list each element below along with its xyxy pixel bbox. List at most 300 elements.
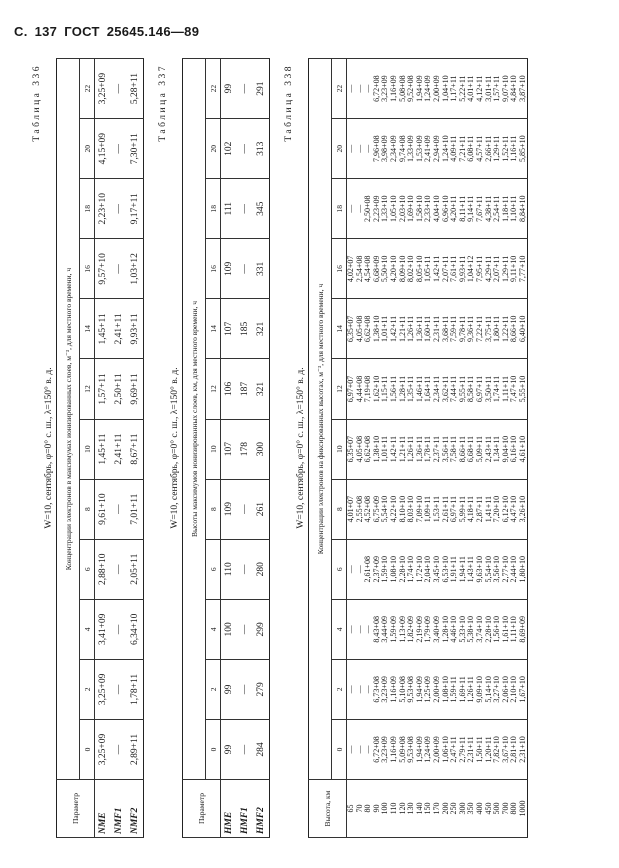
data-cell: 3,01+11 — [485, 59, 494, 119]
data-cell: 178 — [237, 419, 253, 479]
data-cell: 109 — [221, 239, 238, 299]
hour-header: 8 — [332, 479, 347, 539]
height-value: 150 — [424, 780, 433, 838]
data-cell: 4,61+10 — [519, 419, 528, 479]
data-cell: — — [364, 119, 373, 179]
data-cell: 9,63+10 — [476, 539, 485, 599]
data-cell: — — [356, 719, 365, 779]
data-cell: 6,75+09 — [373, 479, 382, 539]
data-cell: 9,74+08 — [399, 119, 408, 179]
data-cell: 7,01+11 — [127, 479, 144, 539]
data-cell: 3,23+09 — [381, 59, 390, 119]
data-cell: 1,26+11 — [407, 419, 416, 479]
hour-header: 2 — [332, 659, 347, 719]
data-cell: 2,94+09 — [433, 119, 442, 179]
data-cell: — — [111, 659, 127, 719]
data-cell: 9,53+08 — [407, 719, 416, 779]
data-cell: 7,67+11 — [476, 179, 485, 239]
data-cell: 1,16+09 — [390, 59, 399, 119]
data-cell: 3,68+11 — [442, 299, 451, 359]
height-value: 250 — [450, 780, 459, 838]
hour-header: 0 — [206, 719, 221, 779]
data-cell: 2,41+11 — [111, 419, 127, 479]
data-cell: 1,82+09 — [407, 599, 416, 659]
hour-header: 10 — [206, 419, 221, 479]
data-cell: 1,21+11 — [399, 299, 408, 359]
parameter-name: NMF2 — [127, 780, 144, 838]
data-cell: 2,50+11 — [111, 359, 127, 419]
height-value: 500 — [493, 780, 502, 838]
parameter-name: NME — [95, 780, 112, 838]
data-cell: 3,25+09 — [95, 59, 112, 119]
data-cell: 4,47+10 — [510, 479, 519, 539]
data-cell: 4,09+11 — [450, 119, 459, 179]
data-cell: 1,72+10 — [416, 539, 425, 599]
data-cell: 1,45+11 — [95, 419, 112, 479]
height-value: 300 — [459, 780, 468, 838]
data-cell: 7,20+10 — [493, 479, 502, 539]
data-cell: 2,41+11 — [111, 299, 127, 359]
table-caption: Таблица 337 — [158, 64, 168, 142]
data-cell: 9,61+10 — [95, 479, 112, 539]
data-cell: 2,00+09 — [433, 719, 442, 779]
data-cell: 4,22+10 — [390, 479, 399, 539]
data-cell: 2,28+10 — [399, 539, 408, 599]
data-cell: 1,74+10 — [407, 539, 416, 599]
data-cell: 2,19+09 — [416, 599, 425, 659]
data-cell: — — [237, 239, 253, 299]
data-cell: 2,43+11 — [485, 419, 494, 479]
data-cell: 5,09+08 — [399, 719, 408, 779]
data-cell: 5,50+10 — [381, 239, 390, 299]
hour-header: 0 — [80, 719, 95, 779]
data-cell: 1,69+10 — [407, 179, 416, 239]
data-cell: 2,23+09 — [373, 179, 382, 239]
table-row — [237, 59, 253, 838]
data-cell: 7,30+11 — [127, 119, 144, 179]
height-value: 120 — [399, 780, 408, 838]
data-cell: 5,28+11 — [127, 59, 144, 119]
data-cell: 1,33+10 — [381, 179, 390, 239]
data-cell: 1,56+10 — [493, 599, 502, 659]
data-cell: 2,37+09 — [373, 539, 382, 599]
data-cell: 2,31+11 — [433, 299, 442, 359]
data-cell: 2,81+10 — [510, 719, 519, 779]
data-cell: 1,17+11 — [450, 59, 459, 119]
hour-header: 14 — [332, 299, 347, 359]
height-value: 400 — [476, 780, 485, 838]
data-cell: 7,47+10 — [510, 359, 519, 419]
data-cell: 2,79+11 — [459, 719, 468, 779]
data-cell: 1,69+11 — [459, 659, 468, 719]
data-cell: — — [237, 659, 253, 719]
data-cell: 6,53+10 — [442, 539, 451, 599]
data-cell: 1,33+09 — [407, 119, 416, 179]
hour-header: 10 — [332, 419, 347, 479]
hour-header: 10 — [80, 419, 95, 479]
data-cell: 3,40+09 — [433, 599, 442, 659]
data-cell: 2,87+11 — [476, 479, 485, 539]
hour-header: 14 — [80, 299, 95, 359]
data-cell: 1,59+10 — [381, 539, 390, 599]
data-cell: 3,44+09 — [381, 599, 390, 659]
data-cell: 8,84+10 — [519, 179, 528, 239]
data-cell: 2,89+11 — [127, 719, 144, 779]
data-cell: 6,97+11 — [450, 479, 459, 539]
data-cell: 2,04+10 — [424, 539, 433, 599]
data-cell: 4,84+10 — [510, 59, 519, 119]
data-cell: 1,42+11 — [390, 299, 399, 359]
data-cell: 1,01+11 — [381, 299, 390, 359]
table-caption: Таблица 338 — [284, 64, 294, 142]
data-cell: 1,62+10 — [373, 359, 382, 419]
data-cell: 7,82+10 — [493, 719, 502, 779]
hour-header: 2 — [80, 659, 95, 719]
data-cell: 7,58+11 — [450, 419, 459, 479]
data-cell: 2,61+11 — [442, 479, 451, 539]
data-cell: — — [356, 119, 365, 179]
table-row — [127, 59, 144, 838]
data-cell: 2,00+09 — [433, 659, 442, 719]
hour-header: 18 — [332, 179, 347, 239]
data-cell: 6,72+08 — [373, 59, 382, 119]
data-cell: 1,29+11 — [502, 239, 511, 299]
data-cell: 1,34+11 — [493, 419, 502, 479]
table-description: Высоты максимумов ионизированных слоев, км, для местного времени, ч — [183, 59, 206, 780]
data-cell: 2,07+11 — [493, 239, 502, 299]
data-cell: 5,99+11 — [459, 479, 468, 539]
data-cell: 8,43+08 — [373, 599, 382, 659]
data-cell: 1,10+11 — [510, 179, 519, 239]
data-cell: 6,12+10 — [502, 479, 511, 539]
data-cell: — — [364, 719, 373, 779]
data-cell: 5,33+10 — [459, 599, 468, 659]
height-value: 700 — [502, 780, 511, 838]
data-cell: 1,06+10 — [442, 719, 451, 779]
page-header — [14, 24, 206, 39]
data-cell: 3,75+11 — [485, 299, 494, 359]
height-value: 200 — [442, 780, 451, 838]
data-cell: 3,67+10 — [502, 719, 511, 779]
data-cell: 2,31+10 — [519, 719, 528, 779]
data-cell: 7,96+08 — [373, 119, 382, 179]
table-row — [111, 59, 127, 838]
data-cell: — — [356, 539, 365, 599]
data-cell: 4,20+10 — [390, 239, 399, 299]
data-cell: 4,57+11 — [476, 119, 485, 179]
data-cell: 99 — [221, 659, 238, 719]
data-cell: 1,18+11 — [502, 179, 511, 239]
data-cell: 1,43+11 — [467, 539, 476, 599]
data-cell: — — [347, 179, 356, 239]
data-cell: — — [347, 659, 356, 719]
height-value: 100 — [381, 780, 390, 838]
data-cell: 8,66+11 — [459, 419, 468, 479]
data-cell: 6,68+09 — [373, 239, 382, 299]
data-cell: — — [111, 539, 127, 599]
hour-header: 20 — [332, 119, 347, 179]
data-cell: — — [237, 539, 253, 599]
data-cell: 3,45+10 — [433, 539, 442, 599]
data-cell: 1,57+11 — [95, 359, 112, 419]
hour-header: 12 — [206, 359, 221, 419]
data-cell: 1,58+10 — [416, 179, 425, 239]
data-cell: 2,34+11 — [433, 359, 442, 419]
data-cell: — — [111, 599, 127, 659]
hour-header: 6 — [206, 539, 221, 599]
data-cell: — — [347, 719, 356, 779]
data-cell: 2,33+10 — [424, 179, 433, 239]
data-cell: 3,87+10 — [519, 59, 528, 119]
table-title: W=10, сентябрь, φ=0° с. ш., λ=150° в. д. — [170, 367, 180, 529]
data-cell: 187 — [237, 359, 253, 419]
data-cell: 4,01+11 — [467, 59, 476, 119]
hour-header: 18 — [80, 179, 95, 239]
data-cell: 107 — [221, 419, 238, 479]
data-cell: 2,07+11 — [442, 239, 451, 299]
data-cell: 8,03+10 — [407, 479, 416, 539]
data-cell: — — [237, 479, 253, 539]
data-cell: 2,44+10 — [510, 539, 519, 599]
data-cell: 1,80+10 — [519, 539, 528, 599]
table-description: Концентрации электронов на фиксированных высотах, м⁻³, для местного времени, ч — [309, 59, 332, 780]
data-cell: 4,02+07 — [347, 239, 356, 299]
table-title: W=10, сентябрь, φ=0° с. ш., λ=150° в. д. — [44, 367, 54, 529]
data-cell: 2,31+11 — [467, 719, 476, 779]
hour-header: 22 — [80, 59, 95, 119]
data-cell: 1,52+11 — [502, 119, 511, 179]
data-cell: 3,41+09 — [95, 599, 112, 659]
fixed-height-density-table — [308, 58, 528, 838]
data-cell: 1,20+11 — [485, 719, 494, 779]
data-cell: 1,16+11 — [510, 119, 519, 179]
hour-header: 12 — [332, 359, 347, 419]
data-cell: — — [356, 659, 365, 719]
data-cell: 1,67+10 — [519, 659, 528, 719]
rotated-tables-area — [32, 58, 602, 838]
data-cell: 3,56+11 — [442, 419, 451, 479]
hour-header: 22 — [206, 59, 221, 119]
data-cell: 321 — [253, 359, 270, 419]
data-cell: 9,69+11 — [127, 359, 144, 419]
table-row — [519, 59, 528, 838]
data-cell: 8,10+10 — [399, 479, 408, 539]
hour-header: 16 — [332, 239, 347, 299]
data-cell: 107 — [221, 299, 238, 359]
data-cell: 7,22+11 — [476, 299, 485, 359]
data-cell: 4,44+08 — [356, 359, 365, 419]
data-cell: — — [347, 119, 356, 179]
data-cell: 3,25+09 — [95, 719, 112, 779]
data-cell: 9,04+10 — [502, 419, 511, 479]
data-cell: 7,61+11 — [450, 239, 459, 299]
data-cell: 2,34+09 — [390, 119, 399, 179]
data-cell: 9,52+08 — [407, 59, 416, 119]
data-cell: 1,94+09 — [416, 719, 425, 779]
data-cell: 291 — [253, 59, 270, 119]
data-cell: 5,14+10 — [485, 659, 494, 719]
data-cell: 6,68+11 — [467, 419, 476, 479]
height-value: 110 — [390, 780, 399, 838]
data-cell: 4,01+07 — [347, 479, 356, 539]
data-cell: — — [237, 179, 253, 239]
data-cell: 9,55+11 — [459, 359, 468, 419]
data-cell: 1,38+10 — [373, 419, 382, 479]
data-cell: 3,62+11 — [442, 359, 451, 419]
data-cell: 1,60+11 — [424, 299, 433, 359]
data-cell: 2,66+11 — [485, 119, 494, 179]
data-cell: 1,08+10 — [390, 539, 399, 599]
hour-header: 16 — [206, 239, 221, 299]
data-cell: 1,38+10 — [373, 299, 382, 359]
data-cell: — — [347, 599, 356, 659]
hour-header: 16 — [80, 239, 95, 299]
hour-header: 4 — [206, 599, 221, 659]
data-cell: 1,26+11 — [407, 299, 416, 359]
data-cell: — — [347, 539, 356, 599]
data-cell: 3,56+10 — [493, 539, 502, 599]
data-cell: 5,55+10 — [519, 359, 528, 419]
data-cell: 1,79+09 — [424, 599, 433, 659]
data-cell: 4,04+10 — [433, 179, 442, 239]
data-cell: 9,17+11 — [127, 179, 144, 239]
height-value: 170 — [433, 780, 442, 838]
data-cell: 3,23+09 — [381, 659, 390, 719]
table-gap — [270, 58, 284, 838]
height-value: 350 — [467, 780, 476, 838]
data-cell: 1,57+11 — [493, 59, 502, 119]
data-cell: 102 — [221, 119, 238, 179]
data-cell: — — [356, 59, 365, 119]
data-cell: 1,46+11 — [416, 359, 425, 419]
data-cell: 1,11+11 — [502, 359, 511, 419]
data-cell: 6,34+10 — [127, 599, 144, 659]
data-cell: 280 — [253, 539, 270, 599]
data-cell: 4,52+08 — [364, 479, 373, 539]
data-cell: — — [237, 119, 253, 179]
data-cell: — — [111, 719, 127, 779]
height-value: 1000 — [519, 780, 528, 838]
data-cell: 8,58+11 — [467, 359, 476, 419]
data-cell: — — [111, 479, 127, 539]
data-cell: 7,19+08 — [364, 359, 373, 419]
data-cell: 1,26+11 — [467, 659, 476, 719]
data-cell: 110 — [221, 539, 238, 599]
data-cell: 1,16+09 — [390, 659, 399, 719]
height-value: 450 — [485, 780, 494, 838]
data-cell: 9,07+10 — [502, 59, 511, 119]
data-cell: 185 — [237, 299, 253, 359]
hour-header: 6 — [332, 539, 347, 599]
page-number: 137 — [34, 24, 58, 39]
data-cell: 8,05+10 — [416, 239, 425, 299]
data-cell: 7,95+11 — [476, 239, 485, 299]
data-cell: 3,74+10 — [476, 599, 485, 659]
data-cell: 4,20+11 — [450, 179, 459, 239]
data-cell: 1,03+12 — [127, 239, 144, 299]
data-cell: — — [356, 179, 365, 239]
hour-header: 8 — [80, 479, 95, 539]
data-cell: 284 — [253, 719, 270, 779]
data-cell: 2,54+11 — [493, 179, 502, 239]
data-cell: 1,13+09 — [399, 599, 408, 659]
data-cell: 331 — [253, 239, 270, 299]
hour-header: 14 — [206, 299, 221, 359]
data-cell: 2,88+10 — [95, 539, 112, 599]
data-cell: 7,77+10 — [519, 239, 528, 299]
data-cell: 2,10+10 — [510, 659, 519, 719]
data-cell: 4,38+11 — [485, 179, 494, 239]
standard-number: 25645.146—89 — [106, 24, 200, 39]
data-cell: 9,57+10 — [95, 239, 112, 299]
data-cell: 109 — [221, 479, 238, 539]
data-cell: 3,98+09 — [381, 119, 390, 179]
data-cell: 1,24+10 — [442, 119, 451, 179]
data-cell: 7,21+11 — [459, 119, 468, 179]
data-cell: 1,24+09 — [424, 59, 433, 119]
parameter-name: NMF1 — [111, 780, 127, 838]
data-cell: 1,42+11 — [433, 239, 442, 299]
data-cell: 1,04+10 — [442, 59, 451, 119]
hour-header: 6 — [80, 539, 95, 599]
data-cell: 6,35+07 — [347, 299, 356, 359]
data-cell: 300 — [253, 419, 270, 479]
data-cell: 6,35+07 — [347, 419, 356, 479]
height-value: 800 — [510, 780, 519, 838]
data-cell: 1,80+11 — [493, 299, 502, 359]
data-cell: 5,54+10 — [381, 479, 390, 539]
parameter-name: HMF2 — [253, 780, 270, 838]
table-row — [221, 59, 238, 838]
data-cell: 8,09+10 — [399, 239, 408, 299]
hour-header: 18 — [206, 179, 221, 239]
parameter-name: HME — [221, 780, 238, 838]
layer-heights-table — [182, 58, 270, 838]
data-cell: 1,28+11 — [399, 359, 408, 419]
data-cell: 1,94+09 — [416, 59, 425, 119]
data-cell: 1,78+11 — [424, 419, 433, 479]
data-cell: 2,28+10 — [485, 599, 494, 659]
data-cell: 5,38+10 — [467, 599, 476, 659]
data-cell: 2,50+08 — [364, 179, 373, 239]
data-cell: 1,05+10 — [390, 179, 399, 239]
data-cell: 1,41+11 — [485, 479, 494, 539]
data-cell: 2,05+11 — [127, 539, 144, 599]
data-cell: 1,91+11 — [450, 539, 459, 599]
height-value: 140 — [416, 780, 425, 838]
data-cell: 1,28+10 — [442, 599, 451, 659]
data-cell: 279 — [253, 659, 270, 719]
table-caption: Таблица 336 — [32, 64, 42, 142]
data-cell: — — [237, 719, 253, 779]
data-cell: 2,55+08 — [356, 479, 365, 539]
data-cell: — — [111, 239, 127, 299]
table-row — [95, 59, 112, 838]
data-cell: 1,11+10 — [510, 599, 519, 659]
data-cell: 4,18+11 — [467, 479, 476, 539]
data-cell: 6,72+08 — [373, 719, 382, 779]
data-cell: 6,08+11 — [467, 119, 476, 179]
data-cell: 7,09+10 — [416, 479, 425, 539]
data-cell: 9,11+10 — [510, 239, 519, 299]
data-cell: 1,36+11 — [416, 419, 425, 479]
data-cell: 99 — [221, 719, 238, 779]
parameter-name: HMF1 — [237, 780, 253, 838]
param-header: Высота, км — [309, 780, 347, 838]
data-cell: — — [237, 59, 253, 119]
data-cell: 7,44+11 — [450, 359, 459, 419]
standard-label: ГОСТ — [64, 24, 100, 39]
